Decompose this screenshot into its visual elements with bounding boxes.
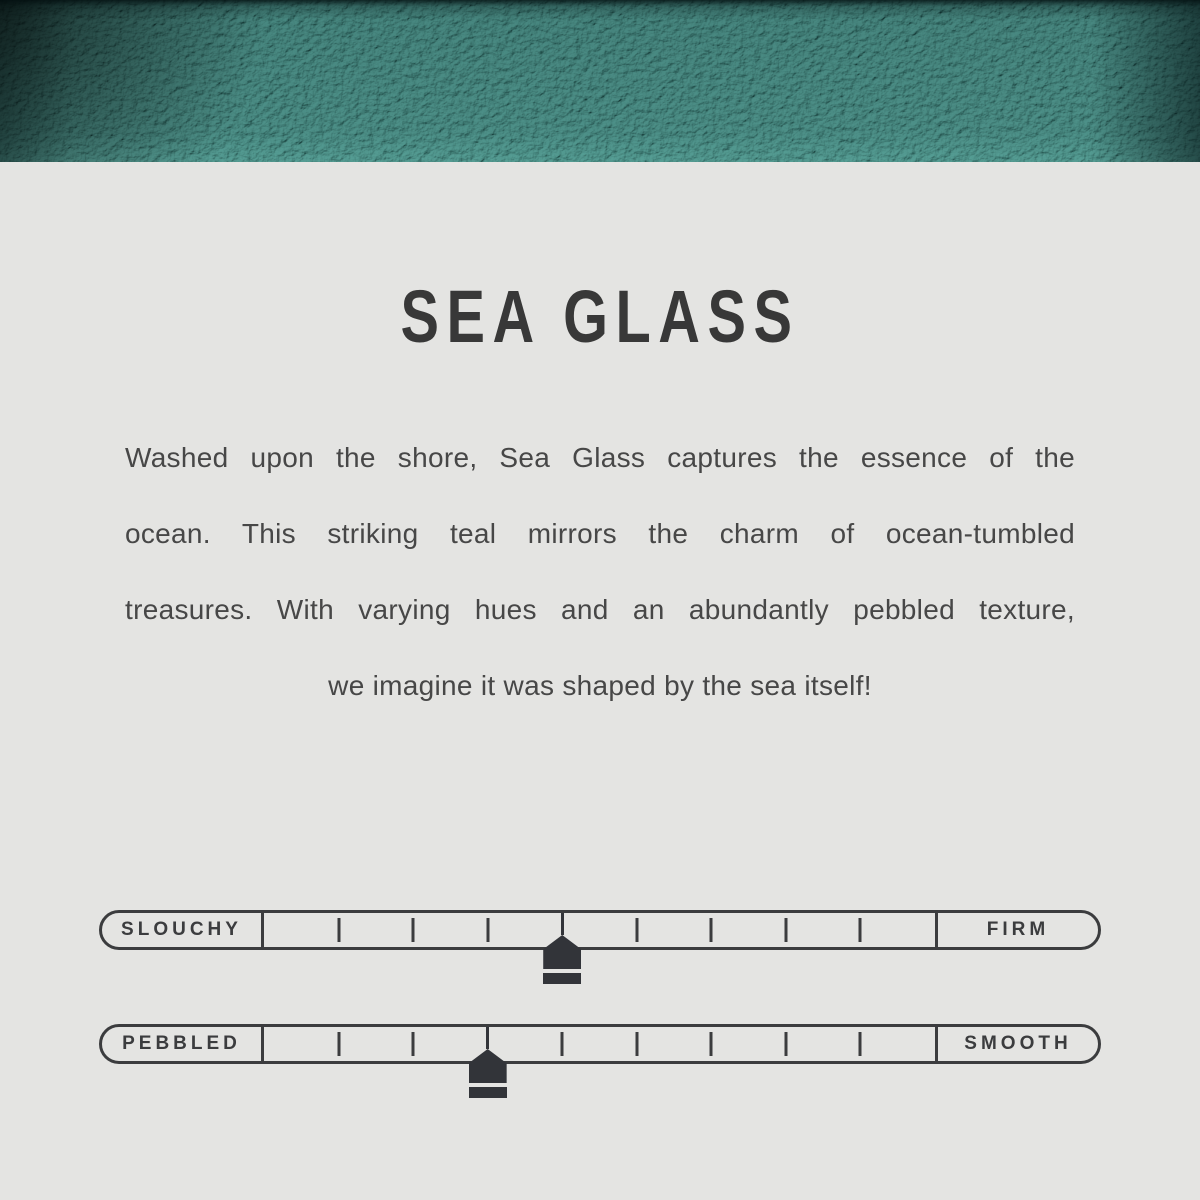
marker-line	[561, 913, 564, 935]
marker-line	[486, 1027, 489, 1049]
slider-tick	[784, 1032, 787, 1056]
slider-tick	[859, 1032, 862, 1056]
slider-tick	[412, 918, 415, 942]
marker-pointer-icon	[469, 1049, 507, 1083]
marker-pointer-icon	[543, 935, 581, 969]
slider-tick	[337, 918, 340, 942]
marker-base	[543, 973, 581, 984]
slider-tick	[710, 1032, 713, 1056]
slider-track	[264, 913, 935, 947]
slider-tick	[337, 1032, 340, 1056]
slider-marker-handle[interactable]	[543, 913, 581, 984]
description-line: Washed upon the shore, Sea Glass captures the essence of the	[125, 442, 1075, 473]
slider-tick	[859, 918, 862, 942]
slider-left-label: PEBBLED	[102, 1027, 264, 1061]
firmness-slider	[99, 910, 1101, 950]
description-line: we imagine it was shaped by the sea itself!	[328, 670, 872, 701]
slider-left-label: SLOUCHY	[102, 913, 264, 947]
slider-tick	[635, 918, 638, 942]
marker-base	[469, 1087, 507, 1098]
slider-tick	[710, 918, 713, 942]
texture-slider	[99, 1024, 1101, 1064]
page-title: SEA GLASS	[400, 275, 800, 358]
slider-right-label: FIRM	[935, 913, 1098, 947]
description-line: ocean. This striking teal mirrors the charm of ocean-tumbled	[125, 518, 1075, 549]
slider-tick	[486, 918, 489, 942]
leather-texture-image	[0, 0, 1200, 162]
slider-tick	[635, 1032, 638, 1056]
leather-vignette-overlay	[0, 0, 1200, 162]
description-line: treasures. With varying hues and an abundantly pebbled texture,	[125, 594, 1075, 625]
slider-track	[264, 1027, 935, 1061]
slider-right-label: SMOOTH	[935, 1027, 1098, 1061]
slider-tick	[412, 1032, 415, 1056]
description-paragraph	[125, 420, 1075, 724]
slider-marker-handle[interactable]	[469, 1027, 507, 1098]
slider-tick	[561, 1032, 564, 1056]
slider-tick	[784, 918, 787, 942]
